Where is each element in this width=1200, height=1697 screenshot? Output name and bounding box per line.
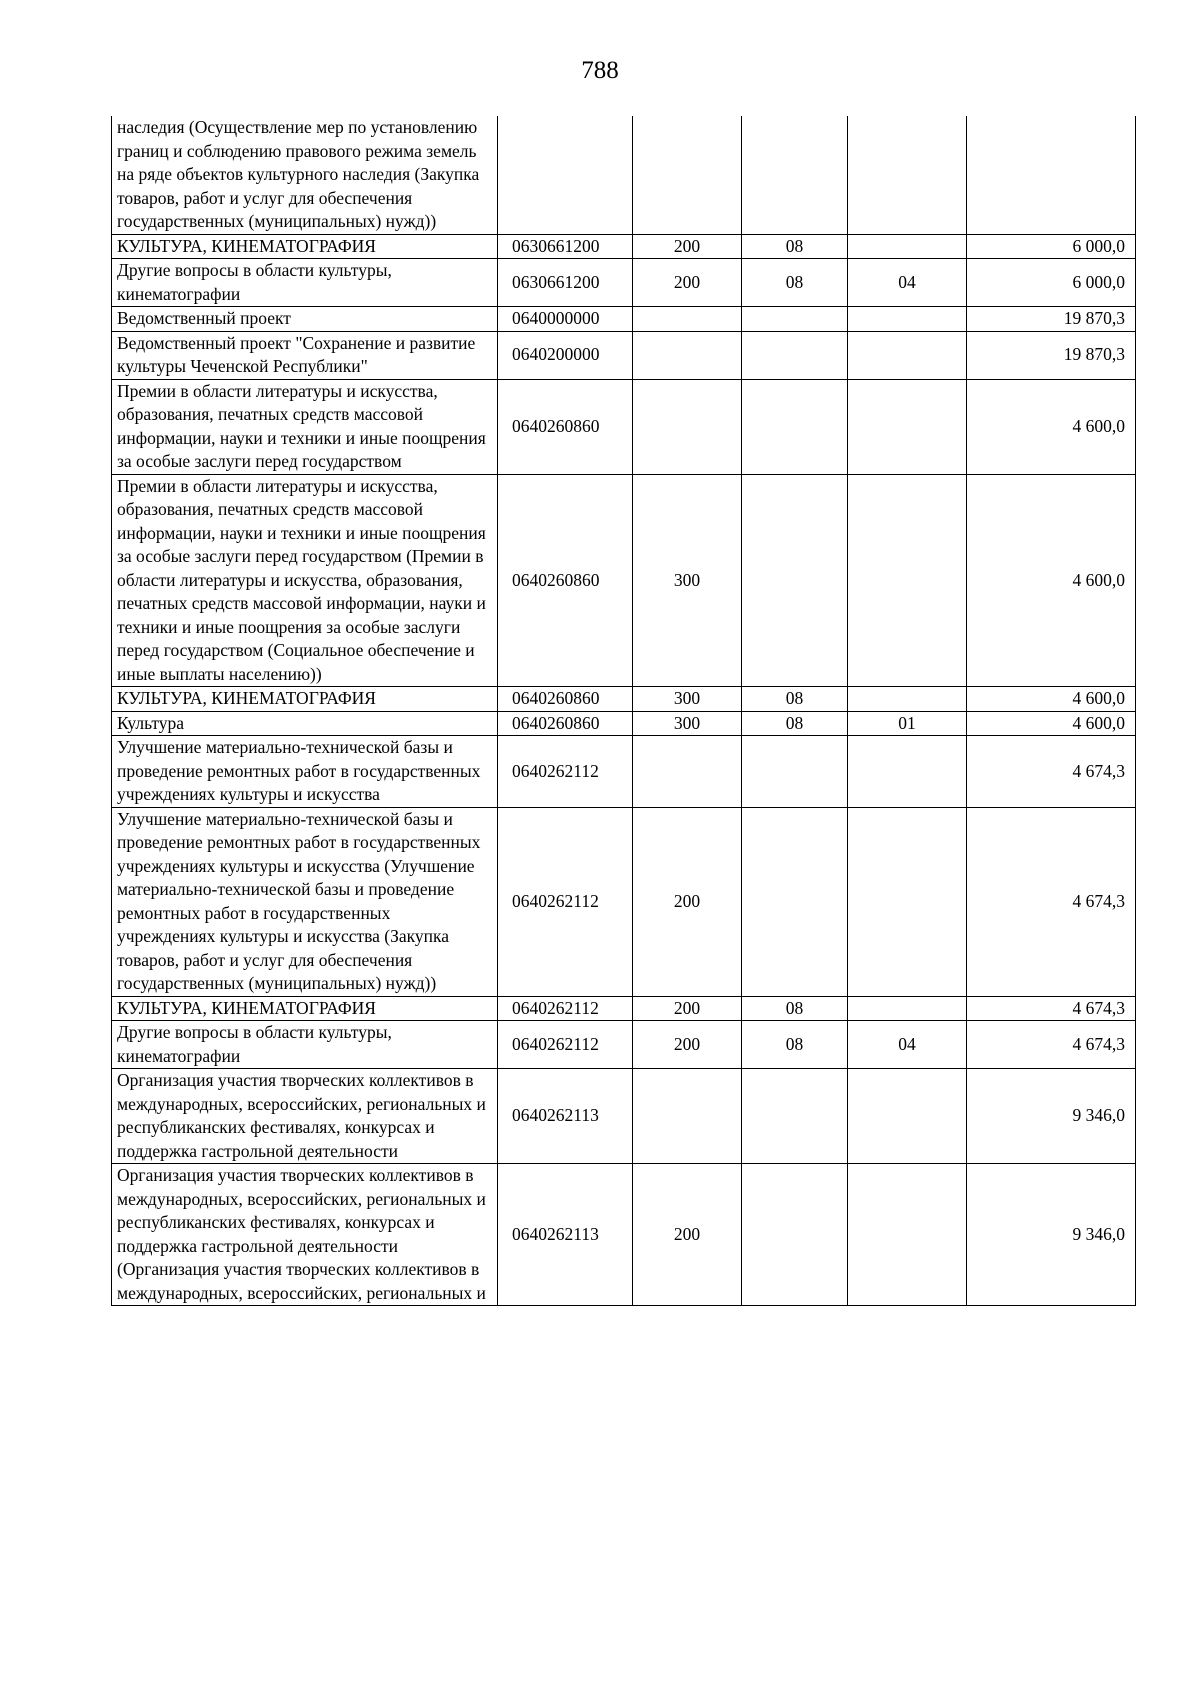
row-amount: 19 870,3 xyxy=(967,331,1136,379)
row-target-article: 0630661200 xyxy=(498,259,633,307)
row-name: Премии в области литературы и искусства, образования, печатных средств массовой информации, науки и техники и иные поощрения за особые заслуги перед государством xyxy=(112,379,498,474)
row-expense-type: 200 xyxy=(633,996,742,1021)
row-section xyxy=(742,379,848,474)
row-subsection xyxy=(848,474,967,687)
row-target-article: 0640000000 xyxy=(498,307,633,332)
row-amount: 4 600,0 xyxy=(967,379,1136,474)
table-row xyxy=(112,116,1136,234)
row-expense-type xyxy=(633,736,742,808)
row-section: 08 xyxy=(742,996,848,1021)
row-subsection xyxy=(848,1164,967,1306)
row-target-article: 0640262113 xyxy=(498,1164,633,1306)
table-row xyxy=(112,307,1136,332)
row-name: Премии в области литературы и искусства, образования, печатных средств массовой информации, науки и техники и иные поощрения за особые заслуги перед государством (Премии в области литературы и искусства, образования, печатных средств массовой информации, науки и техники и иные поощрения за особые заслуги перед государством (Социальное обеспечение и иные выплаты населению)) xyxy=(112,474,498,687)
row-target-article: 0640262112 xyxy=(498,736,633,808)
table-row xyxy=(112,379,1136,474)
row-amount: 9 346,0 xyxy=(967,1069,1136,1164)
row-expense-type: 300 xyxy=(633,687,742,712)
table-row xyxy=(112,1164,1136,1306)
table-row xyxy=(112,259,1136,307)
row-amount xyxy=(967,116,1136,234)
row-section: 08 xyxy=(742,259,848,307)
row-section xyxy=(742,1164,848,1306)
row-amount: 6 000,0 xyxy=(967,234,1136,259)
row-expense-type: 200 xyxy=(633,1021,742,1069)
row-name: Ведомственный проект "Сохранение и развитие культуры Чеченской Республики" xyxy=(112,331,498,379)
row-section xyxy=(742,331,848,379)
table-row xyxy=(112,1021,1136,1069)
row-section xyxy=(742,116,848,234)
row-section xyxy=(742,307,848,332)
row-amount: 19 870,3 xyxy=(967,307,1136,332)
row-amount: 6 000,0 xyxy=(967,259,1136,307)
row-subsection xyxy=(848,331,967,379)
row-target-article: 0640262113 xyxy=(498,1069,633,1164)
row-amount: 4 600,0 xyxy=(967,687,1136,712)
row-name: КУЛЬТУРА, КИНЕМАТОГРАФИЯ xyxy=(112,234,498,259)
row-subsection: 01 xyxy=(848,711,967,736)
row-subsection: 04 xyxy=(848,1021,967,1069)
table-row xyxy=(112,234,1136,259)
row-target-article xyxy=(498,116,633,234)
table-row xyxy=(112,687,1136,712)
row-name: наследия (Осуществление мер по установлению границ и соблюдению правового режима земель на ряде объектов культурного наследия (Закупка товаров, работ и услуг для обеспечения государственных (муниципальных) нужд)) xyxy=(112,116,498,234)
row-amount: 4 600,0 xyxy=(967,474,1136,687)
row-expense-type: 300 xyxy=(633,711,742,736)
row-name: Организация участия творческих коллективов в международных, всероссийских, региональных и республиканских фестивалях, конкурсах и поддержка гастрольной деятельности xyxy=(112,1069,498,1164)
row-subsection xyxy=(848,379,967,474)
row-subsection xyxy=(848,1069,967,1164)
row-expense-type: 300 xyxy=(633,474,742,687)
row-expense-type xyxy=(633,331,742,379)
row-expense-type: 200 xyxy=(633,1164,742,1306)
table-row xyxy=(112,474,1136,687)
budget-table xyxy=(111,116,1136,1306)
row-expense-type xyxy=(633,116,742,234)
row-subsection: 04 xyxy=(848,259,967,307)
row-target-article: 0640262112 xyxy=(498,807,633,996)
row-name: КУЛЬТУРА, КИНЕМАТОГРАФИЯ xyxy=(112,996,498,1021)
row-target-article: 0640262112 xyxy=(498,996,633,1021)
row-expense-type xyxy=(633,379,742,474)
row-expense-type xyxy=(633,1069,742,1164)
row-target-article: 0640260860 xyxy=(498,687,633,712)
row-name: Улучшение материально-технической базы и проведение ремонтных работ в государственных учреждениях культуры и искусства (Улучшение материально-технической базы и проведение ремонтных работ в государственных учреждениях культуры и искусства (Закупка товаров, работ и услуг для обеспечения государственных (муниципальных) нужд)) xyxy=(112,807,498,996)
row-subsection xyxy=(848,116,967,234)
row-target-article: 0630661200 xyxy=(498,234,633,259)
row-section xyxy=(742,1069,848,1164)
row-subsection xyxy=(848,307,967,332)
row-amount: 4 600,0 xyxy=(967,711,1136,736)
row-section xyxy=(742,736,848,808)
row-name: Ведомственный проект xyxy=(112,307,498,332)
row-amount: 4 674,3 xyxy=(967,736,1136,808)
row-subsection xyxy=(848,807,967,996)
row-target-article: 0640262112 xyxy=(498,1021,633,1069)
row-section xyxy=(742,474,848,687)
row-name: Организация участия творческих коллективов в международных, всероссийских, региональных и республиканских фестивалях, конкурсах и поддержка гастрольной деятельности (Организация участия творческих коллективов в международных, всероссийских, региональных и xyxy=(112,1164,498,1306)
row-target-article: 0640260860 xyxy=(498,711,633,736)
table-row xyxy=(112,996,1136,1021)
table-row xyxy=(112,736,1136,808)
row-section: 08 xyxy=(742,711,848,736)
row-section: 08 xyxy=(742,234,848,259)
row-subsection xyxy=(848,996,967,1021)
row-section xyxy=(742,807,848,996)
table-row xyxy=(112,807,1136,996)
row-expense-type: 200 xyxy=(633,234,742,259)
row-amount: 4 674,3 xyxy=(967,1021,1136,1069)
row-target-article: 0640200000 xyxy=(498,331,633,379)
row-section: 08 xyxy=(742,1021,848,1069)
table-row xyxy=(112,331,1136,379)
row-subsection xyxy=(848,234,967,259)
table-row xyxy=(112,1069,1136,1164)
row-target-article: 0640260860 xyxy=(498,474,633,687)
row-amount: 4 674,3 xyxy=(967,807,1136,996)
row-amount: 9 346,0 xyxy=(967,1164,1136,1306)
row-target-article: 0640260860 xyxy=(498,379,633,474)
page-number: 788 xyxy=(581,57,619,84)
table-row xyxy=(112,711,1136,736)
table-body xyxy=(112,116,1136,1306)
row-name: Культура xyxy=(112,711,498,736)
row-name: Улучшение материально-технической базы и проведение ремонтных работ в государственных учреждениях культуры и искусства xyxy=(112,736,498,808)
row-amount: 4 674,3 xyxy=(967,996,1136,1021)
row-name: Другие вопросы в области культуры, кинематографии xyxy=(112,259,498,307)
row-expense-type xyxy=(633,307,742,332)
row-subsection xyxy=(848,687,967,712)
row-expense-type: 200 xyxy=(633,807,742,996)
row-name: КУЛЬТУРА, КИНЕМАТОГРАФИЯ xyxy=(112,687,498,712)
row-expense-type: 200 xyxy=(633,259,742,307)
row-subsection xyxy=(848,736,967,808)
row-section: 08 xyxy=(742,687,848,712)
row-name: Другие вопросы в области культуры, кинематографии xyxy=(112,1021,498,1069)
